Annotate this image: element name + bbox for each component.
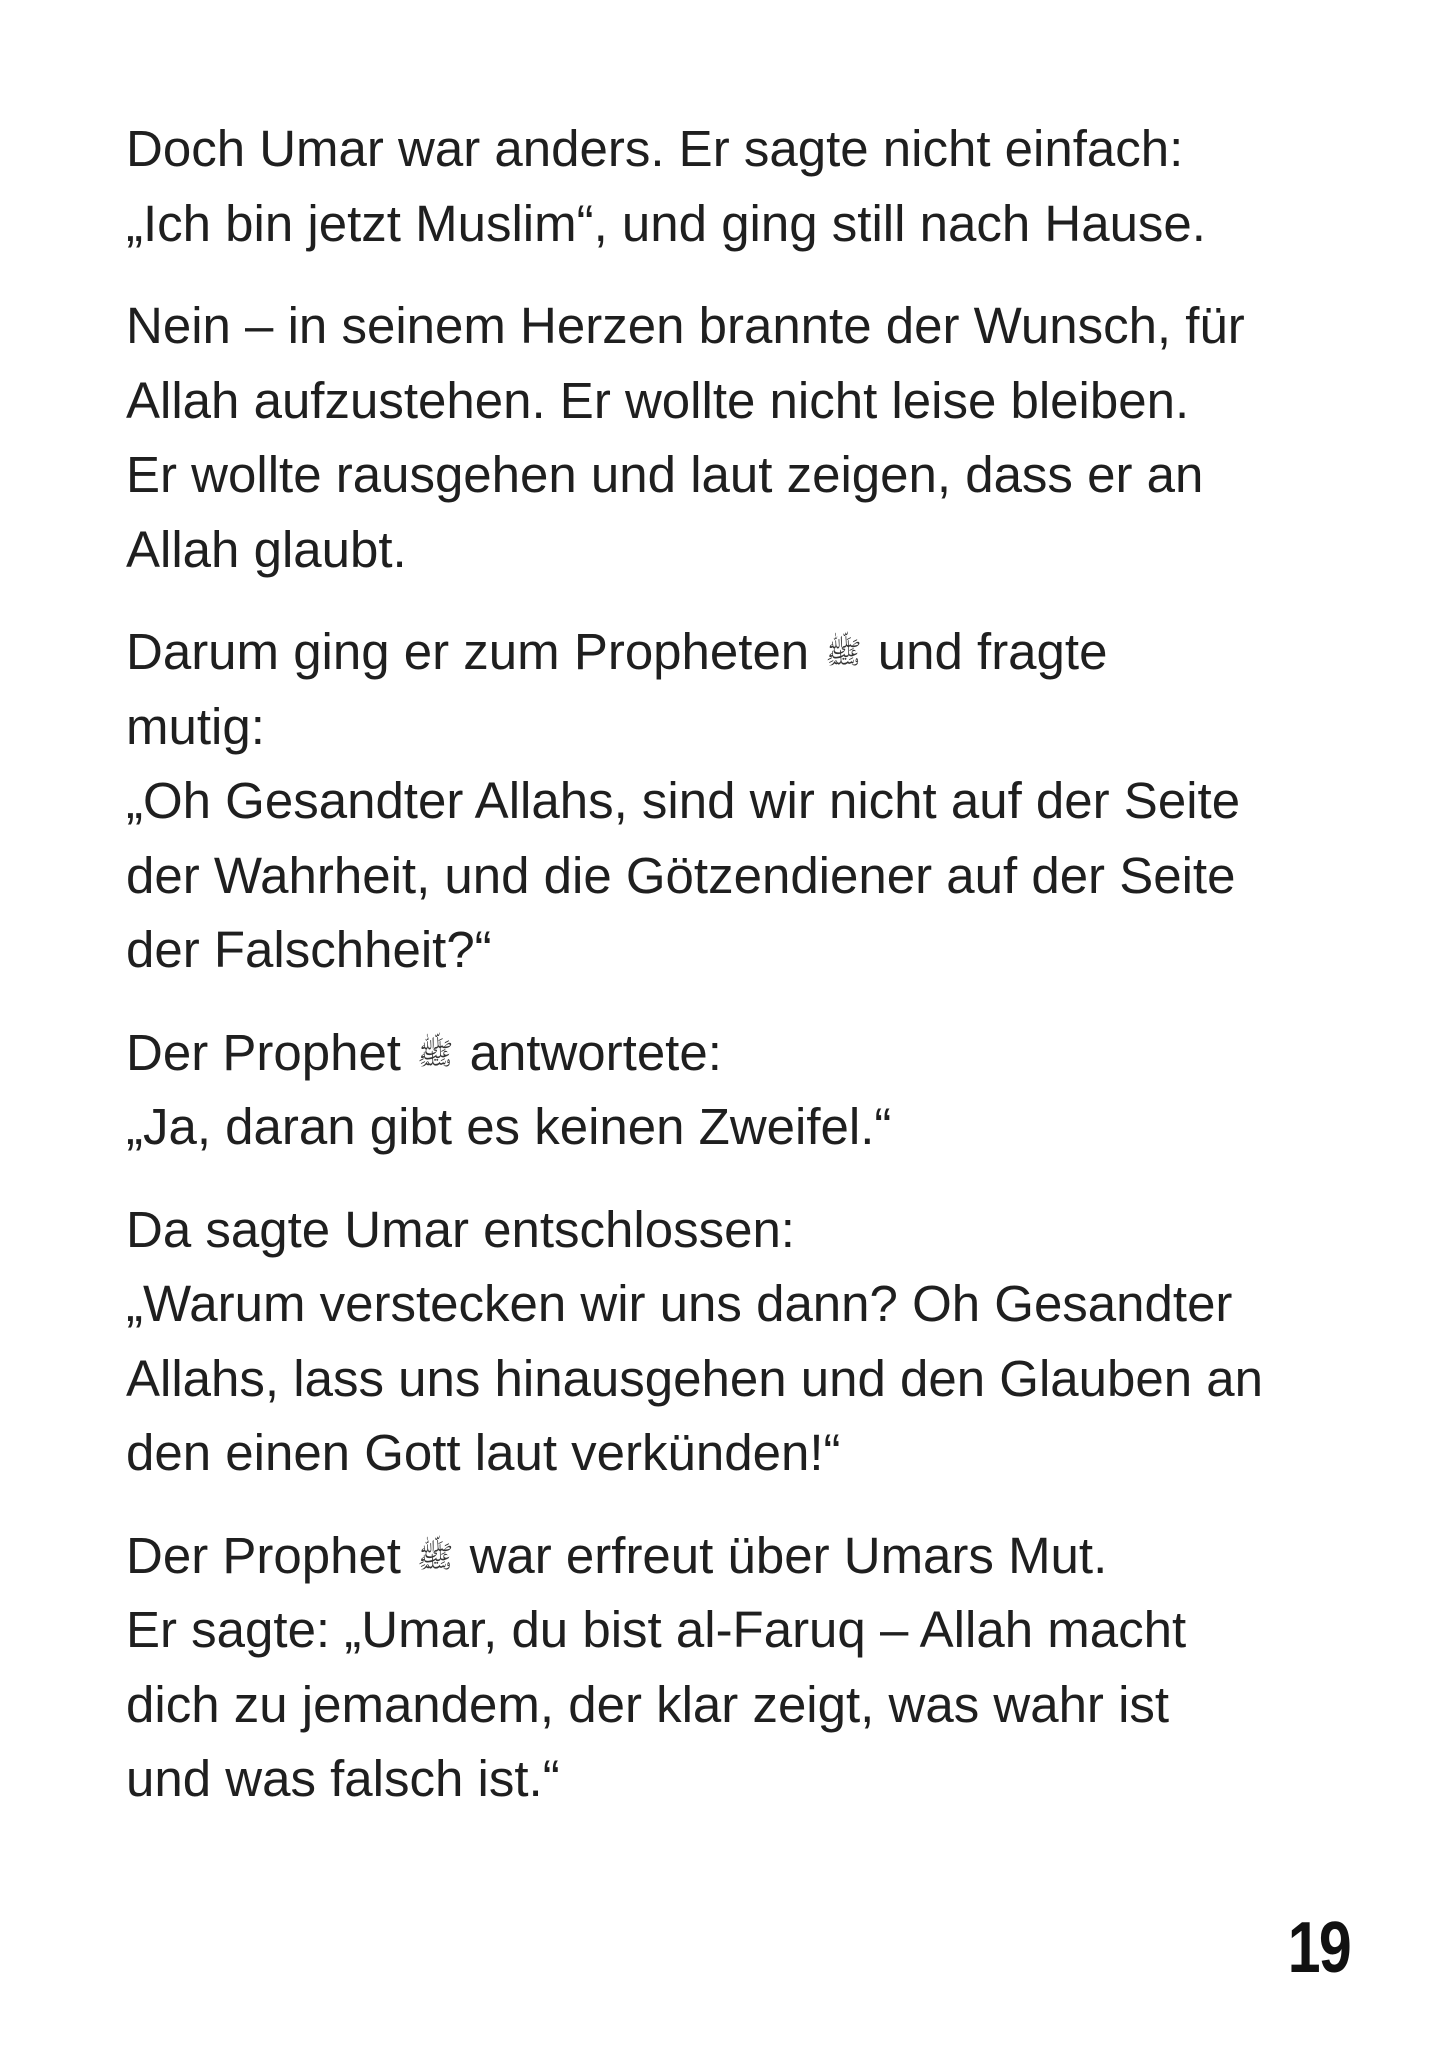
paragraph-6 [126,1519,1346,1817]
text-line: Allahs, lass uns hinausgehen und den Glauben an [126,1349,1264,1407]
text-line: „Oh Gesandter Allahs, sind wir nicht auf der Seite [126,772,1241,829]
text-segment: Der Prophet [126,1023,401,1081]
body-text [126,112,1346,1845]
text-line: Er wollte rausgehen und laut zeigen, dass er an [126,446,1204,503]
salawat-symbol: ﷺ [417,1036,454,1072]
paragraph-5 [126,1193,1346,1491]
text-line: der Wahrheit, und die Götzendiener auf der Seite [126,846,1236,904]
text-segment: antwortete: [469,1023,722,1081]
paragraph-4 [126,1016,1346,1165]
page-number: 19 [1287,1908,1350,1988]
text-line: und was falsch ist.“ [126,1750,560,1807]
text-line: „Ich bin jetzt Muslim“, und ging still nach Hause. [126,194,1206,252]
paragraph-2 [126,289,1346,587]
text-line [126,1519,1346,1594]
paragraph-1 [126,112,1346,261]
text-line: Er sagte: „Umar, du bist al-Faruq – Allah macht [126,1601,1187,1658]
salawat-symbol: ﷺ [825,636,862,671]
text-line: mutig: [126,697,265,755]
paragraph-3 [126,615,1346,988]
text-line: dich zu jemandem, der klar zeigt, was wahr ist [126,1675,1170,1733]
text-line: Allah aufzustehen. Er wollte nicht leise bleiben. [126,371,1190,429]
text-line: „Warum verstecken wir uns dann? Oh Gesandter [126,1275,1233,1332]
text-line: Allah glaubt. [126,520,407,578]
salawat-symbol: ﷺ [417,1539,454,1575]
text-line [126,1016,1346,1091]
text-segment: Der Prophet [126,1526,401,1584]
text-line: den einen Gott laut verkünden!“ [126,1424,841,1481]
text-segment: Darum ging er zum Propheten [126,623,810,680]
text-line: der Falschheit?“ [126,921,492,978]
text-segment: war erfreut über Umars Mut. [469,1526,1108,1584]
text-line: Da sagte Umar entschlossen: [126,1200,795,1258]
text-line: „Ja, daran gibt es keinen Zweifel.“ [126,1098,892,1155]
text-line: Doch Umar war anders. Er sagte nicht einfach: [126,120,1184,177]
text-line [126,615,1346,690]
text-segment: und fragte [877,623,1108,680]
text-line: Nein – in seinem Herzen brannte der Wunsch, für [126,297,1245,354]
